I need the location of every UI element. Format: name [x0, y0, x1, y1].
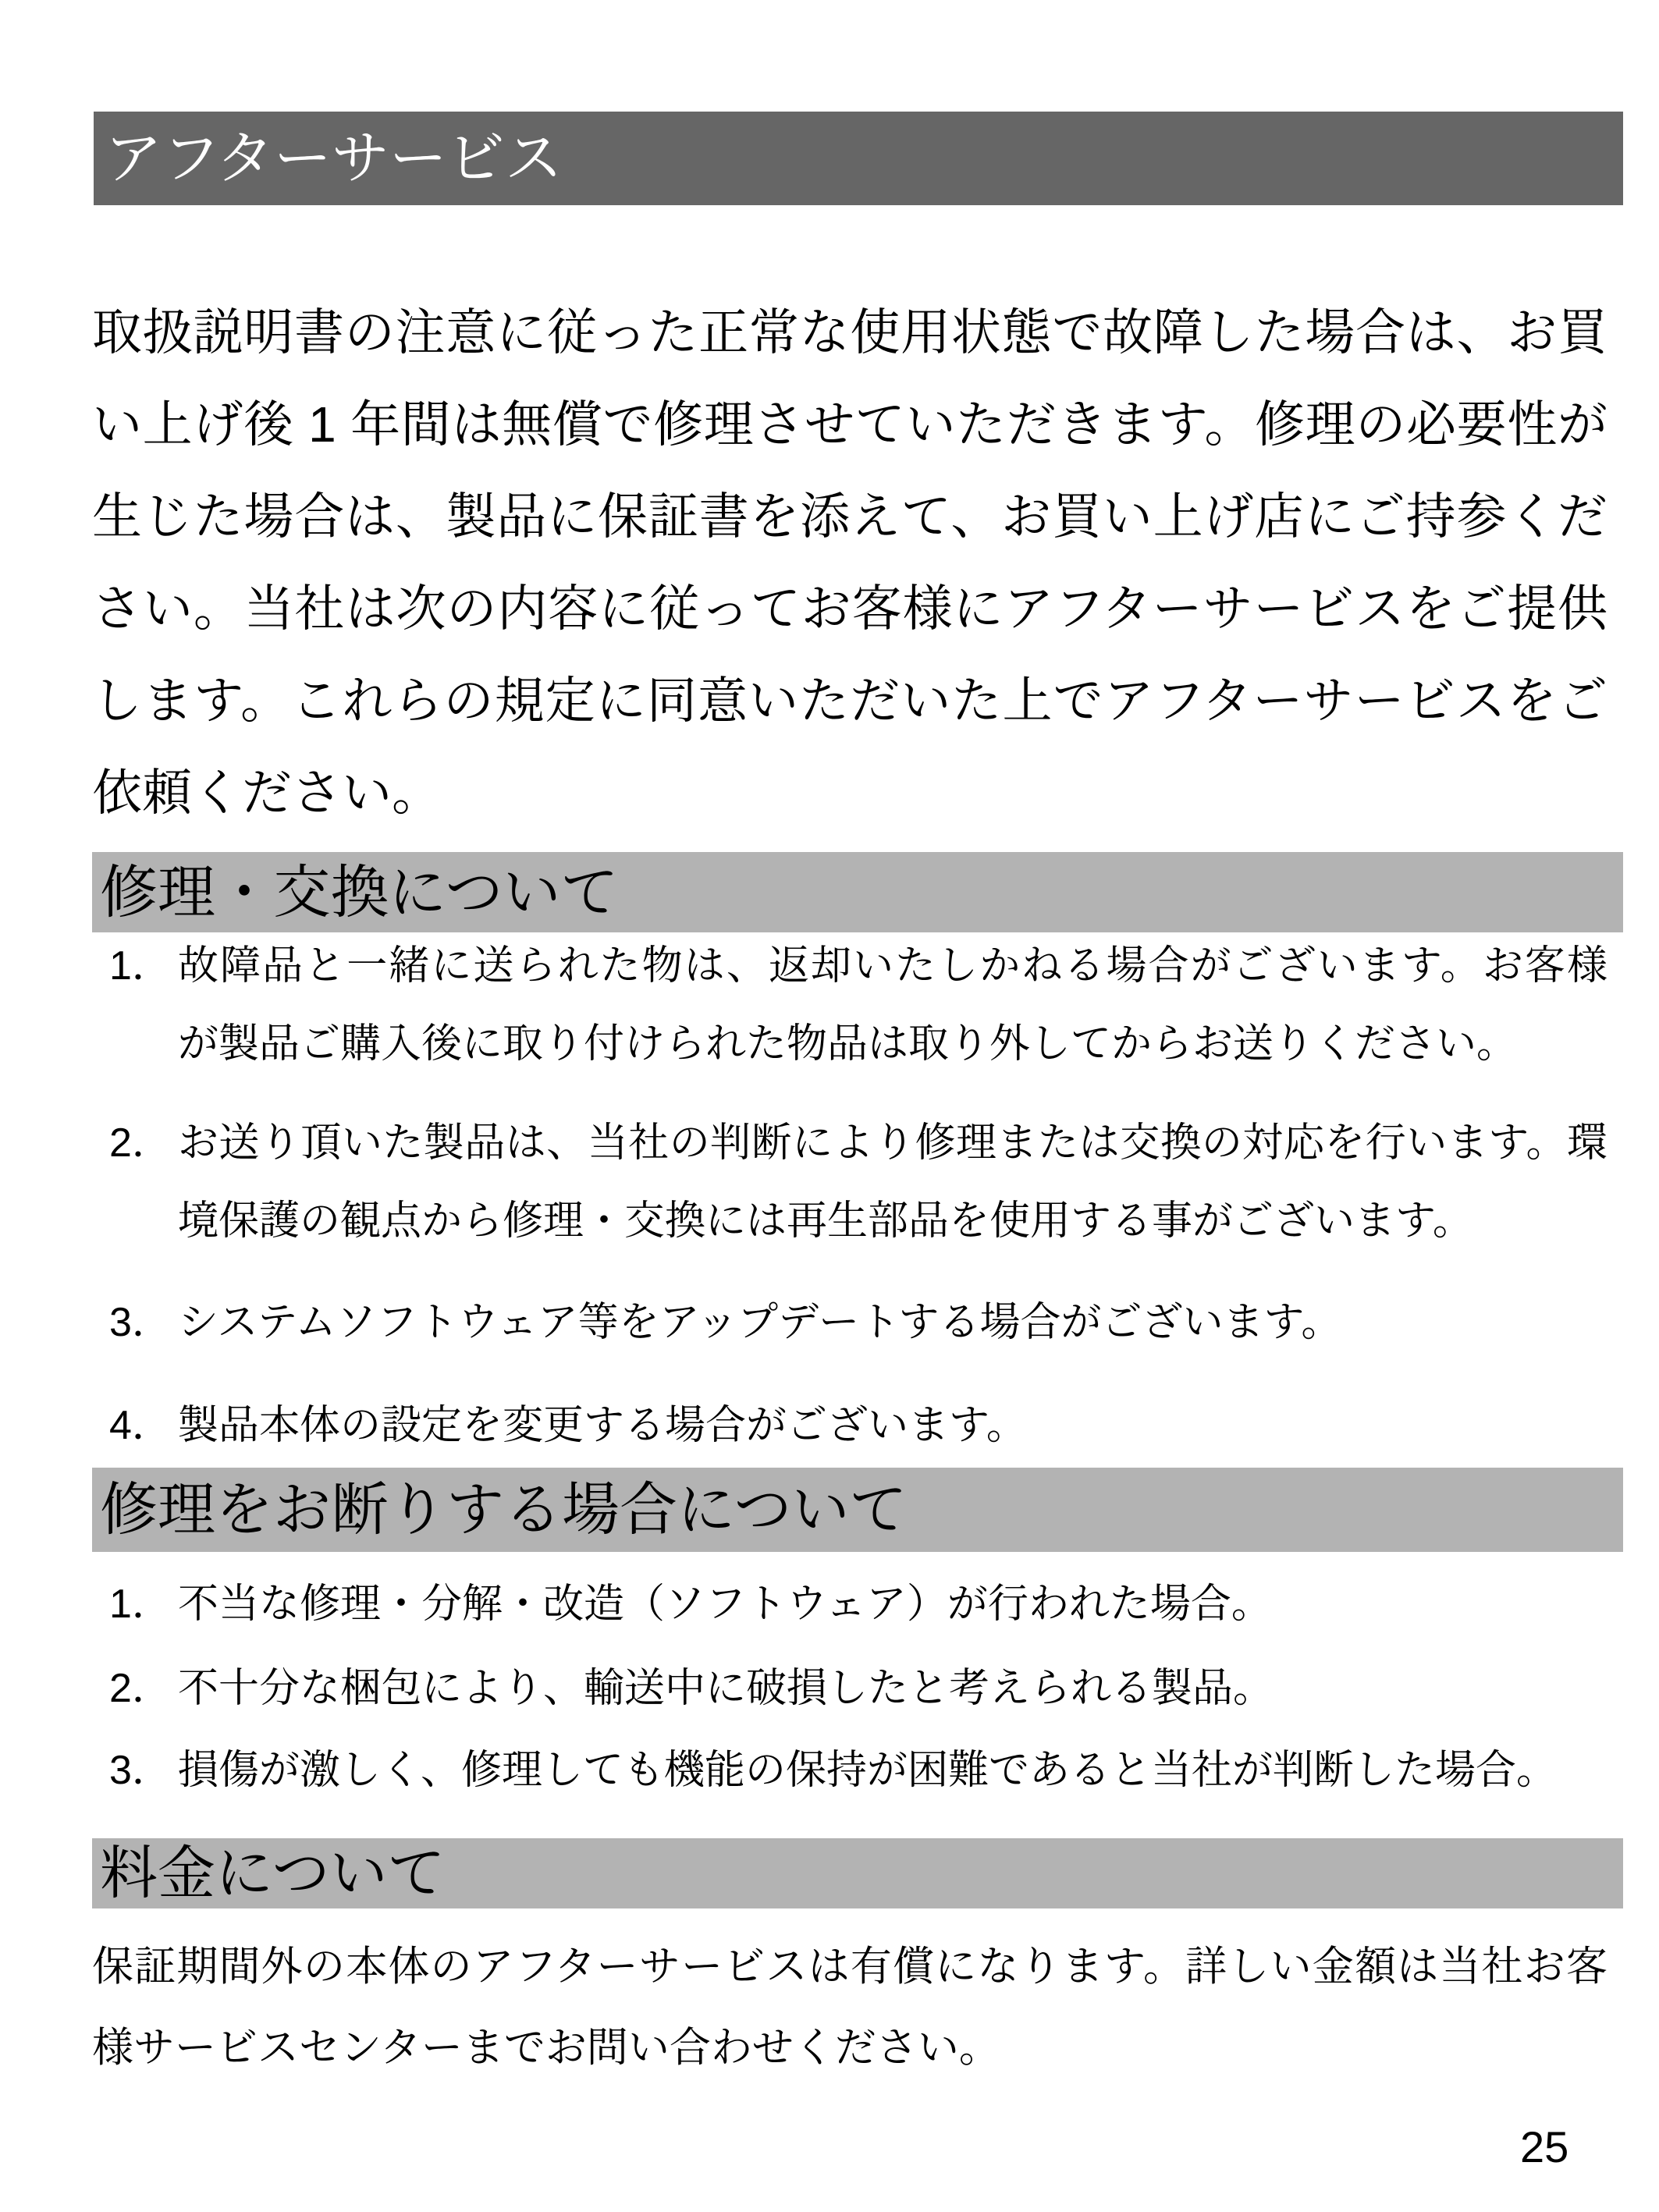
- item-text-line: 製品本体の設定を変更する場合がございます。: [178, 1403, 1027, 1448]
- page-title-bar: [94, 112, 1623, 205]
- item-text: [178, 1284, 1607, 1362]
- item-number: 3．: [109, 1748, 172, 1793]
- item-text: [178, 1565, 1607, 1643]
- list-item: [92, 1649, 1607, 1727]
- fees-paragraph: [92, 1926, 1607, 2089]
- list-item: [92, 1565, 1607, 1643]
- page-number: 25: [1520, 2122, 1569, 2171]
- section-heading-fees: [92, 1838, 1623, 1908]
- item-number: 1．: [109, 1582, 172, 1627]
- item-text-line: 損傷が激しく、修理しても機能の保持が困難であると当社が判断した場合。: [178, 1748, 1557, 1793]
- section-heading-text: 修理・交換について: [100, 860, 619, 925]
- item-text-line: 境保護の観点から修理・交換には再生部品を使用する事がございます。: [178, 1198, 1473, 1244]
- fees-line: 様サービスセンターまでお問い合わせください。: [92, 2025, 1000, 2071]
- intro-line: 依頼ください。: [92, 765, 442, 821]
- item-text-line: 不十分な梱包により、輸送中に破損したと考えられる製品。: [178, 1666, 1274, 1711]
- item-text: [178, 1104, 1607, 1260]
- list-item: [92, 1104, 1607, 1260]
- intro-paragraph: [92, 286, 1607, 839]
- item-number: 2．: [109, 1120, 172, 1166]
- item-text-line: お送り頂いた製品は、当社の判断により修理または交換の対応を行います。環: [178, 1120, 1607, 1166]
- item-number: 3．: [109, 1300, 172, 1345]
- item-text: [178, 1731, 1607, 1809]
- section-heading-text: 料金について: [100, 1841, 446, 1905]
- intro-line: します。これらの規定に同意いただいた上でアフターサービスをご: [92, 673, 1607, 729]
- item-number: 1．: [109, 943, 172, 989]
- item-number: 4．: [109, 1403, 172, 1448]
- intro-line: 生じた場合は、製品に保証書を添えて、お買い上げ店にご持参くだ: [92, 488, 1607, 545]
- item-text: [178, 1649, 1607, 1727]
- intro-line: 取扱説明書の注意に従った正常な使用状態で故障した場合は、お買: [92, 304, 1607, 360]
- item-text-line: 故障品と一緒に送られた物は、返却いたしかねる場合がございます。お客様: [178, 943, 1607, 989]
- list-item: [92, 1386, 1607, 1465]
- intro-line: い上げ後 1 年間は無償で修理させていただきます。修理の必要性が: [92, 396, 1607, 453]
- list-item: [92, 927, 1607, 1083]
- intro-line: さい。当社は次の内容に従ってお客様にアフターサービスをご提供: [92, 581, 1607, 637]
- section-heading-text: 修理をお断りする場合について: [100, 1477, 908, 1542]
- item-text-line: 不当な修理・分解・改造（ソフトウェア）が行われた場合。: [178, 1582, 1272, 1627]
- item-text: [178, 927, 1607, 1083]
- item-number: 2．: [109, 1666, 172, 1711]
- item-text-line: システムソフトウェア等をアップデートする場合がございます。: [178, 1300, 1342, 1345]
- fees-line: 保証期間外の本体のアフターサービスは有償になります。詳しい金額は当社お客: [92, 1944, 1607, 1990]
- item-text-line: が製品ご購入後に取り付けられた物品は取り外してからお送りください。: [178, 1021, 1518, 1067]
- page-title: アフターサービス: [105, 126, 563, 190]
- list-item: [92, 1284, 1607, 1362]
- list-item: [92, 1731, 1607, 1809]
- item-text: [178, 1386, 1607, 1465]
- section-heading-repair-exchange: [92, 852, 1623, 932]
- section-heading-repair-refusal: [92, 1468, 1623, 1552]
